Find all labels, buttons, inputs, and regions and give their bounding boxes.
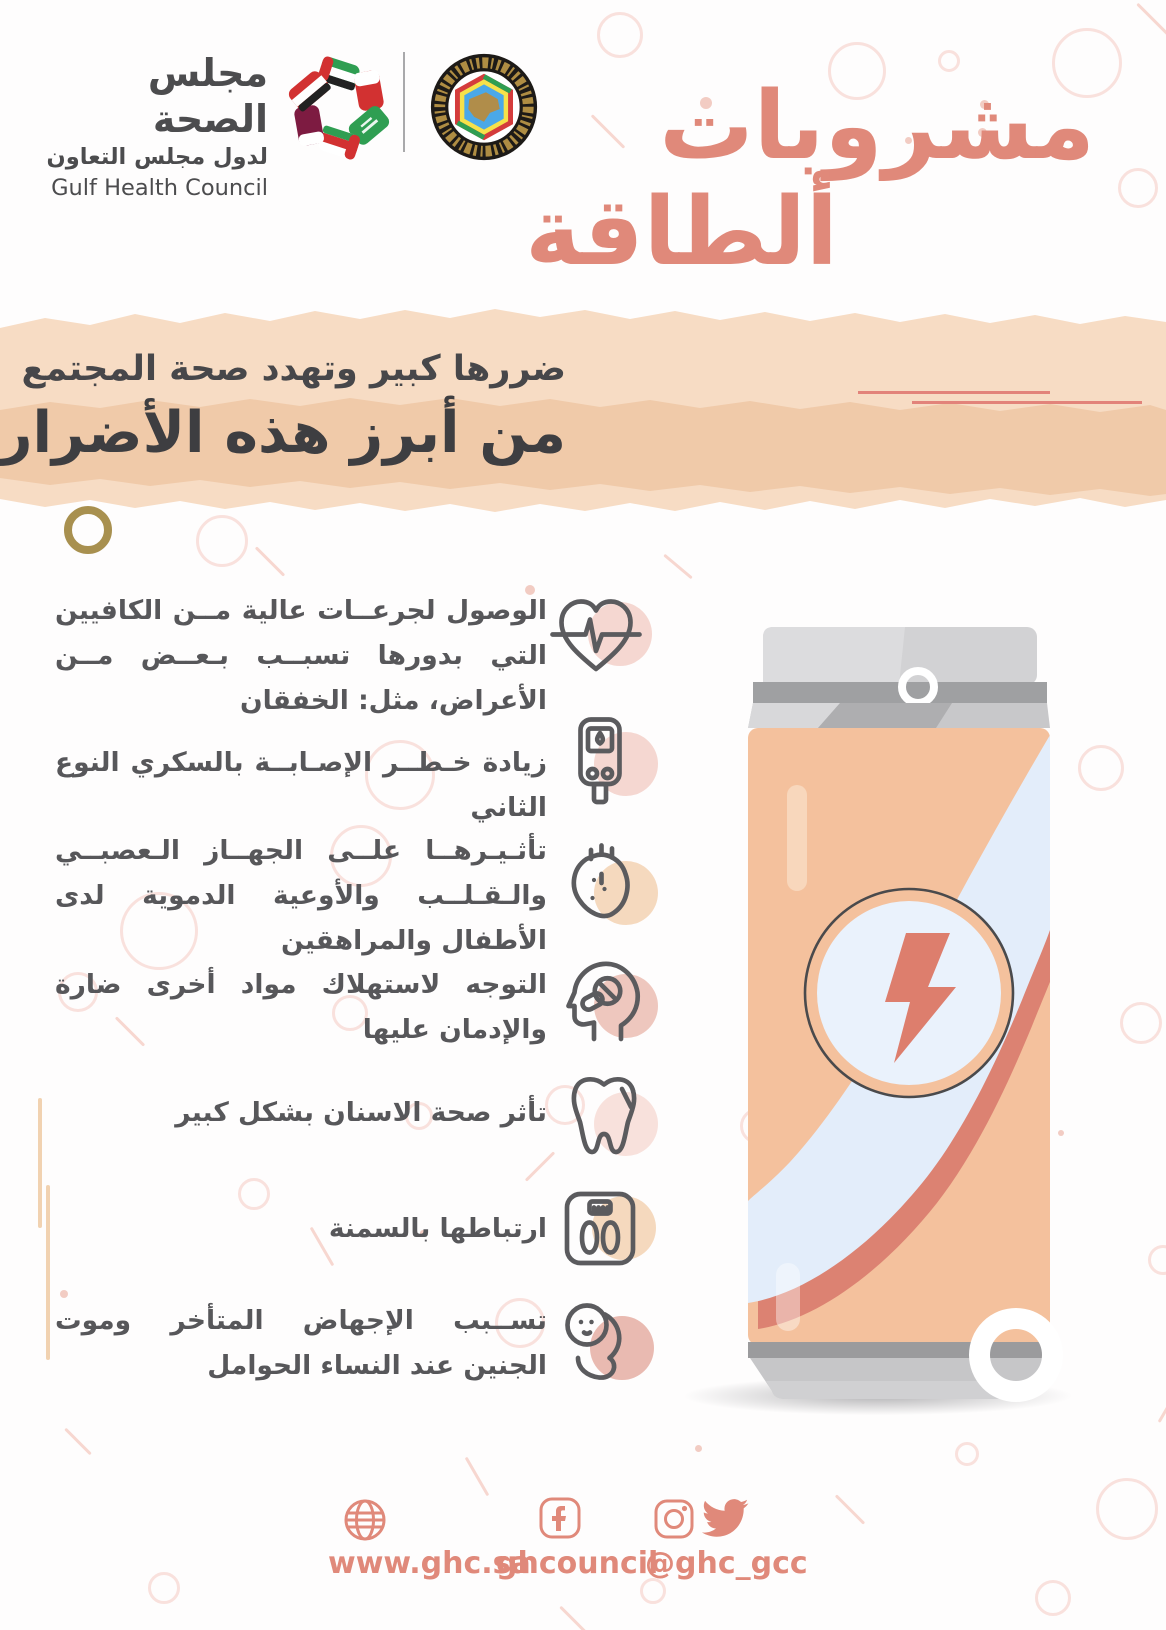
instagram-icon: [652, 1497, 696, 1541]
bg-decoration: [559, 1606, 587, 1630]
bg-decoration: [591, 114, 626, 149]
harm-item-text: الوصول لجرعــات عالية مــن الكافيين التي بدورها تسبــب بـعــض مــن الأعراض، مثل: الخفقان: [55, 595, 547, 716]
header-divider: [403, 52, 405, 152]
harm-item-text: تأثر صحة الاسنان بشكل كبير: [175, 1097, 547, 1128]
twitter-icon: [700, 1496, 750, 1542]
website-link: www.ghc.sa: [328, 1546, 531, 1581]
bg-decoration: [148, 1572, 180, 1604]
anatomical-heart-icon: [552, 835, 648, 931]
gcc-emblem-icon: [425, 48, 543, 166]
bg-decoration: [64, 1428, 92, 1456]
bg-decoration: [1035, 1580, 1071, 1616]
gold-ring-decoration: [64, 506, 112, 554]
banner-decoration-line: [912, 401, 1142, 404]
org-name-english: Gulf Health Council: [51, 175, 268, 201]
bg-decoration: [1120, 1002, 1162, 1044]
banner-heading: من أبرز هذه الأضرار: [0, 400, 566, 466]
harm-item-text: التوجه لاستهلاك مواد أخرى ضارة والإدمان عليها: [55, 969, 547, 1045]
bg-decoration: [1136, 3, 1166, 40]
org-name-arabic: مجلس الصحة: [147, 51, 268, 141]
facebook-handle: ghcouncil: [496, 1546, 659, 1581]
harm-item-text: ارتباطها بالسمنة: [328, 1213, 547, 1244]
bg-decoration: [1118, 168, 1158, 208]
bg-decoration: [640, 1578, 666, 1604]
heart-pulse-icon: [548, 588, 644, 684]
bg-decoration: [525, 1151, 555, 1181]
head-pills-icon: [552, 952, 648, 1048]
weight-scale-icon: [552, 1182, 648, 1278]
bg-decoration: [38, 1098, 42, 1228]
harm-item-text: تأثـيـرهــا علــى الجهــاز الـعصبــي والـقـلــب والأوعية الدموية لدى الأطفال والمراهقين: [55, 835, 547, 956]
bg-decoration: [835, 1494, 865, 1524]
bg-decoration: [196, 515, 248, 567]
bg-decoration: [1096, 1478, 1158, 1540]
bg-decoration: [1078, 745, 1124, 791]
bg-decoration: [46, 1185, 50, 1360]
bg-decoration: [60, 1290, 68, 1298]
social-handle: @ghc_gcc: [645, 1546, 808, 1581]
facebook-icon: [538, 1496, 582, 1540]
poster-title-line2: ألطاقة: [525, 178, 838, 287]
bg-decoration: [938, 50, 960, 72]
harm-item-text: زيادة خـطــر الإصـابــة بالسكري النوع الثاني: [55, 747, 547, 823]
bg-decoration: [663, 554, 693, 579]
org-subtitle-arabic: لدول مجلس التعاون: [46, 144, 268, 170]
glucometer-icon: [552, 712, 648, 808]
gcc-flags-star-icon: [281, 50, 397, 166]
tooth-icon: [556, 1068, 652, 1164]
bg-decoration: [695, 1445, 702, 1452]
energy-drink-can: [690, 585, 1070, 1415]
white-ring-decoration: [969, 1308, 1063, 1402]
bg-decoration: [255, 546, 285, 576]
poster-title-line1: مشروبات: [659, 72, 1095, 181]
bg-decoration: [955, 1442, 979, 1466]
fetus-icon: [548, 1292, 644, 1388]
bg-decoration: [597, 12, 643, 58]
bg-decoration: [465, 1457, 490, 1497]
banner-decoration-line: [858, 391, 1050, 394]
bg-decoration: [1148, 1245, 1166, 1275]
globe-icon: [342, 1497, 388, 1543]
banner-subtitle: ضررها كبير وتهدد صحة المجتمع: [21, 349, 566, 389]
harm-item-text: تســبب الإجهاض المتأخر وموت الجنين عند النساء الحوامل: [55, 1305, 547, 1381]
bg-decoration: [1158, 1390, 1166, 1423]
org-logo-block: [46, 50, 268, 203]
